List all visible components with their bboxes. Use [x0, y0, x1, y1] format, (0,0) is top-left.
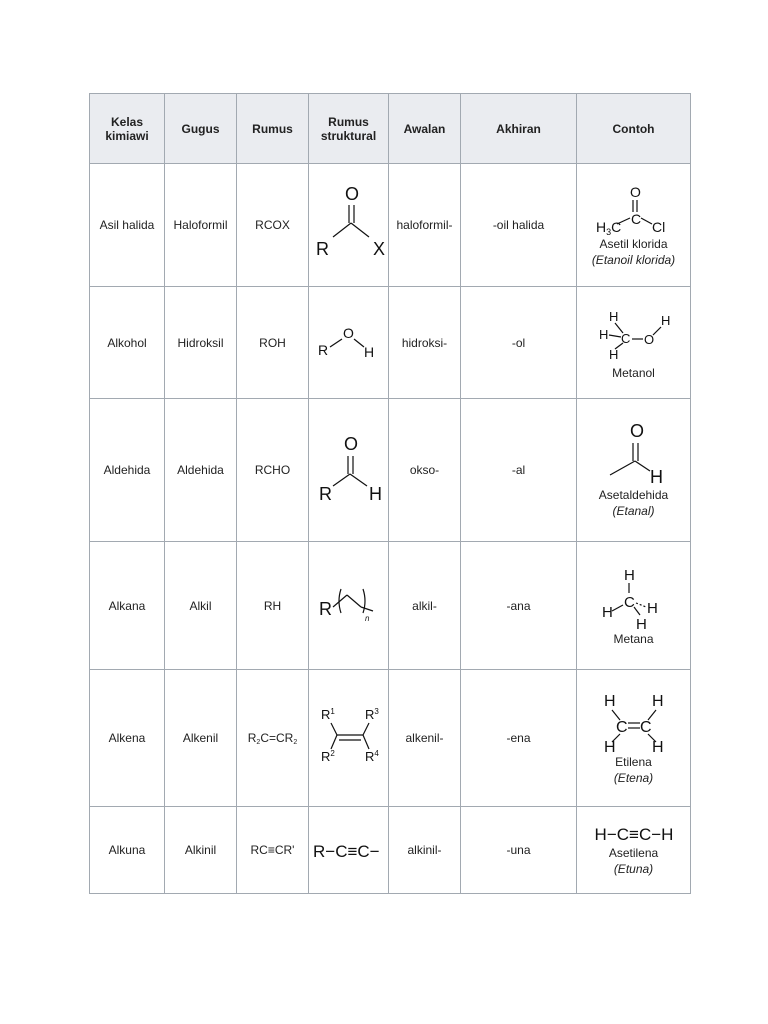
- cell-akhiran: -oil halida: [461, 164, 577, 287]
- svg-text:H: H: [363, 343, 374, 360]
- cell-contoh: [577, 807, 691, 894]
- svg-text:H: H: [369, 484, 382, 504]
- svg-text:H: H: [623, 566, 635, 584]
- cell-akhiran: -ol: [461, 287, 577, 399]
- header-gugus: Gugus: [165, 94, 237, 164]
- svg-text:Cl: Cl: [651, 219, 665, 235]
- cell-kelas: Aldehida: [90, 399, 165, 542]
- cell-struct: [309, 807, 389, 894]
- cell-gugus: Alkenil: [165, 670, 237, 807]
- example-name: Metana: [613, 631, 654, 646]
- cell-rumus: $R_2C=CR_2$: [237, 670, 309, 807]
- acetaldehyde-structure: [594, 421, 674, 487]
- cell-kelas: Alkuna: [90, 807, 165, 894]
- alkane-structure: [311, 581, 387, 631]
- header-rumus-struktural: Rumus struktural: [309, 94, 389, 164]
- table-row: [90, 287, 691, 399]
- table-row: [90, 542, 691, 670]
- example-name: Metanol: [612, 365, 655, 380]
- table-row: [90, 164, 691, 287]
- svg-text:H: H: [651, 693, 664, 710]
- cell-kelas: Asil halida: [90, 164, 165, 287]
- cell-awalan: okso-: [389, 399, 461, 542]
- svg-text:H: H: [608, 308, 618, 324]
- cell-gugus: Hidroksil: [165, 287, 237, 399]
- svg-text:R: R: [319, 598, 332, 619]
- alkene-structure: [311, 703, 389, 773]
- methane-structure: [594, 565, 674, 631]
- svg-text:R: R: [319, 484, 332, 504]
- header-awalan: Awalan: [389, 94, 461, 164]
- cell-awalan: alkenil-: [389, 670, 461, 807]
- example-alt-name: (Etanoil klorida): [591, 253, 676, 267]
- example-alt-name: (Etena): [613, 771, 654, 785]
- cell-rumus: RH: [237, 542, 309, 670]
- svg-text:R3: $R^3$: [365, 707, 379, 722]
- svg-text:n: n: [365, 613, 370, 623]
- cell-struct: [309, 542, 389, 670]
- cell-akhiran: -ana: [461, 542, 577, 670]
- functional-group-table: [89, 93, 691, 894]
- table-row: [90, 670, 691, 807]
- svg-text:R2: $R^2$: [321, 749, 335, 764]
- svg-text:O: O: [344, 434, 359, 454]
- cell-gugus: Aldehida: [165, 399, 237, 542]
- svg-text:C: C: [630, 211, 641, 227]
- svg-text:H: H: [649, 467, 663, 487]
- acyl-halide-structure: [311, 185, 389, 265]
- svg-text:C: C: [639, 719, 652, 736]
- cell-struct: [309, 164, 389, 287]
- svg-text:O: O: [342, 324, 354, 341]
- table-row: [90, 807, 691, 894]
- svg-text:H3C: $H_3C$: [595, 219, 621, 236]
- cell-contoh: [577, 542, 691, 670]
- svg-text:O: O: [643, 331, 654, 347]
- svg-text:C: C: [620, 330, 630, 346]
- ethylene-structure: [594, 690, 674, 754]
- acetyl-chloride-structure: [584, 182, 684, 236]
- cell-awalan: hidroksi-: [389, 287, 461, 399]
- cell-gugus: Alkinil: [165, 807, 237, 894]
- cell-kelas: Alkohol: [90, 287, 165, 399]
- svg-text:C: C: [623, 593, 635, 611]
- cell-awalan: haloformil-: [389, 164, 461, 287]
- svg-text:H: H: [646, 599, 658, 617]
- cell-akhiran: -una: [461, 807, 577, 894]
- header-akhiran: Akhiran: [461, 94, 577, 164]
- svg-text:O: O: [629, 421, 644, 441]
- cell-akhiran: -al: [461, 399, 577, 542]
- alcohol-structure: [314, 323, 384, 363]
- cell-akhiran: -ena: [461, 670, 577, 807]
- cell-contoh: [577, 399, 691, 542]
- svg-text:H: H: [601, 603, 613, 621]
- aldehyde-structure: [311, 434, 389, 506]
- cell-gugus: Haloformil: [165, 164, 237, 287]
- cell-struct: [309, 287, 389, 399]
- cell-awalan: alkinil-: [389, 807, 461, 894]
- svg-text:O: O: [345, 185, 360, 204]
- acetylene-structure: [579, 823, 689, 845]
- cell-rumus: RCOX: [237, 164, 309, 287]
- svg-text:H: H: [603, 693, 616, 710]
- example-alt-name: (Etuna): [613, 862, 654, 876]
- svg-text:R−C≡C−: R−C≡C−: [313, 842, 380, 861]
- svg-text:H: H: [635, 615, 647, 631]
- table-row: [90, 399, 691, 542]
- header-contoh: Contoh: [577, 94, 691, 164]
- cell-struct: [309, 670, 389, 807]
- cell-awalan: alkil-: [389, 542, 461, 670]
- example-name: Asetilena: [608, 846, 659, 860]
- example-name: Etilena: [615, 755, 652, 769]
- svg-text:H: H: [608, 346, 618, 362]
- cell-contoh: [577, 287, 691, 399]
- svg-text:H: H: [651, 739, 664, 754]
- cell-struct: [309, 399, 389, 542]
- cell-rumus: RC≡CR': [237, 807, 309, 894]
- svg-text:R1: $R^1$: [321, 707, 335, 722]
- methanol-structure: [589, 305, 679, 365]
- header-kelas: Kelas kimiawi: [90, 94, 165, 164]
- cell-kelas: Alkena: [90, 670, 165, 807]
- header-rumus: Rumus: [237, 94, 309, 164]
- cell-contoh: [577, 670, 691, 807]
- svg-text:R: R: [317, 341, 328, 358]
- cell-contoh: [577, 164, 691, 287]
- svg-text:X: X: [373, 239, 386, 259]
- svg-text:H−C≡C−H: H−C≡C−H: [594, 825, 674, 844]
- cell-rumus: RCHO: [237, 399, 309, 542]
- alkyne-structure: [311, 835, 389, 865]
- cell-gugus: Alkil: [165, 542, 237, 670]
- svg-text:H: H: [660, 312, 670, 328]
- example-alt-name: (Etanal): [612, 504, 655, 518]
- cell-rumus: ROH: [237, 287, 309, 399]
- svg-text:O: O: [629, 184, 641, 200]
- svg-text:H: H: [598, 326, 608, 342]
- example-name: Asetil klorida: [599, 237, 668, 251]
- svg-text:H: H: [603, 739, 616, 754]
- svg-text:R: R: [316, 239, 329, 259]
- svg-text:C: C: [615, 719, 628, 736]
- example-name: Asetaldehida: [598, 488, 669, 502]
- cell-kelas: Alkana: [90, 542, 165, 670]
- svg-text:R4: $R^4$: [365, 749, 379, 764]
- header-row: [90, 94, 691, 164]
